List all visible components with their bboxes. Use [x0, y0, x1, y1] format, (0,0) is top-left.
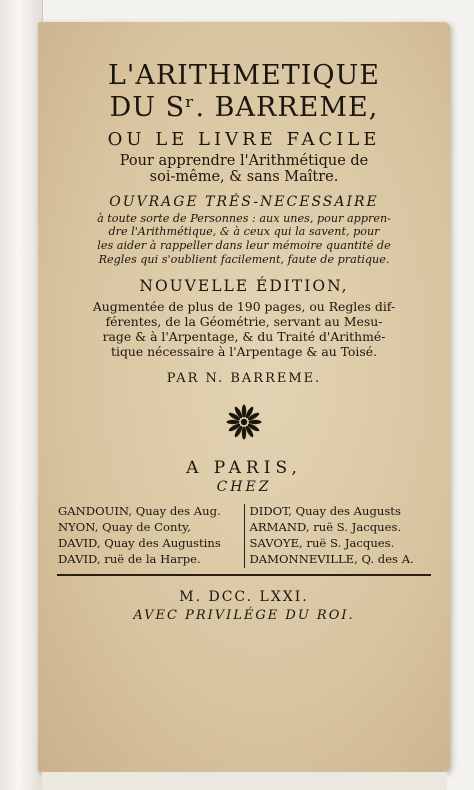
bookseller-entry: SAVOYE, ruë S. Jacques. — [249, 536, 395, 551]
title-line-3: OU LE LIVRE FACILE — [107, 128, 381, 150]
imprint-rule — [57, 574, 431, 576]
bookseller-entry: DAVID, Quay des Augustins — [58, 536, 221, 551]
bookseller-entry: ARMAND, ruë S. Jacques. — [249, 520, 402, 535]
title-page — [38, 22, 450, 772]
imprint-city: A PARIS, — [186, 457, 302, 478]
italic-line-5: Regles qui s'oublient facilement, faute de pratique. — [98, 252, 390, 266]
italic-line-2: à toute sorte de Personnes : aux unes, pour appren- — [97, 211, 391, 225]
title-line-2: DU Sʳ. BARREME, — [109, 92, 379, 124]
bookseller-entry: DAMONNEVILLE, Q. des A. — [249, 552, 414, 567]
booksellers-block — [58, 504, 430, 568]
title-line-1: L'ARITHMETIQUE — [107, 60, 381, 91]
booksellers-left-column — [58, 504, 245, 568]
bookseller-entry: DAVID, ruë de la Harpe. — [58, 552, 201, 567]
author-line: PAR N. BARREME. — [166, 371, 322, 387]
fleuron-ornament-icon — [224, 402, 264, 442]
augment-line-4: tique nécessaire à l'Arpentage & au Toisé. — [111, 344, 377, 360]
italic-line-1: OUVRAGE TRÉS-NECESSAIRE — [109, 194, 379, 211]
book-spine-edge — [0, 0, 43, 790]
augment-line-3: rage & à l'Arpentage, & du Traité d'Arithmé- — [102, 329, 386, 344]
booksellers-right-column — [245, 504, 431, 568]
augment-line-1: Augmentée de plus de 190 pages, ou Regles dif- — [92, 298, 396, 314]
bookseller-entry: GANDOUIN, Quay des Aug. — [58, 504, 221, 519]
imprint-chez: CHEZ — [216, 478, 272, 495]
bookseller-entry: DIDOT, Quay des Augusts — [249, 504, 401, 519]
subtitle-line-1: Pour apprendre l'Arithmétique de — [119, 152, 369, 169]
edition-heading: NOUVELLE ÉDITION, — [139, 276, 349, 295]
bookseller-entry: NYON, Quay de Conty, — [58, 520, 191, 535]
imprint-date: M. DCC. LXXI. — [179, 589, 309, 606]
subtitle-line-2: soi-même, & sans Maître. — [149, 168, 339, 185]
page-bottom-edge — [42, 772, 447, 790]
privilege-line: AVEC PRIVILÉGE DU ROI. — [133, 607, 355, 623]
italic-line-3: dre l'Arithmétique, & à ceux qui la savent, pour — [108, 225, 380, 239]
italic-line-4: les aider à rappeller dans leur mémoire quantité de — [97, 239, 391, 253]
augment-line-2: férentes, de la Géométrie, servant au Mesu- — [105, 313, 383, 329]
